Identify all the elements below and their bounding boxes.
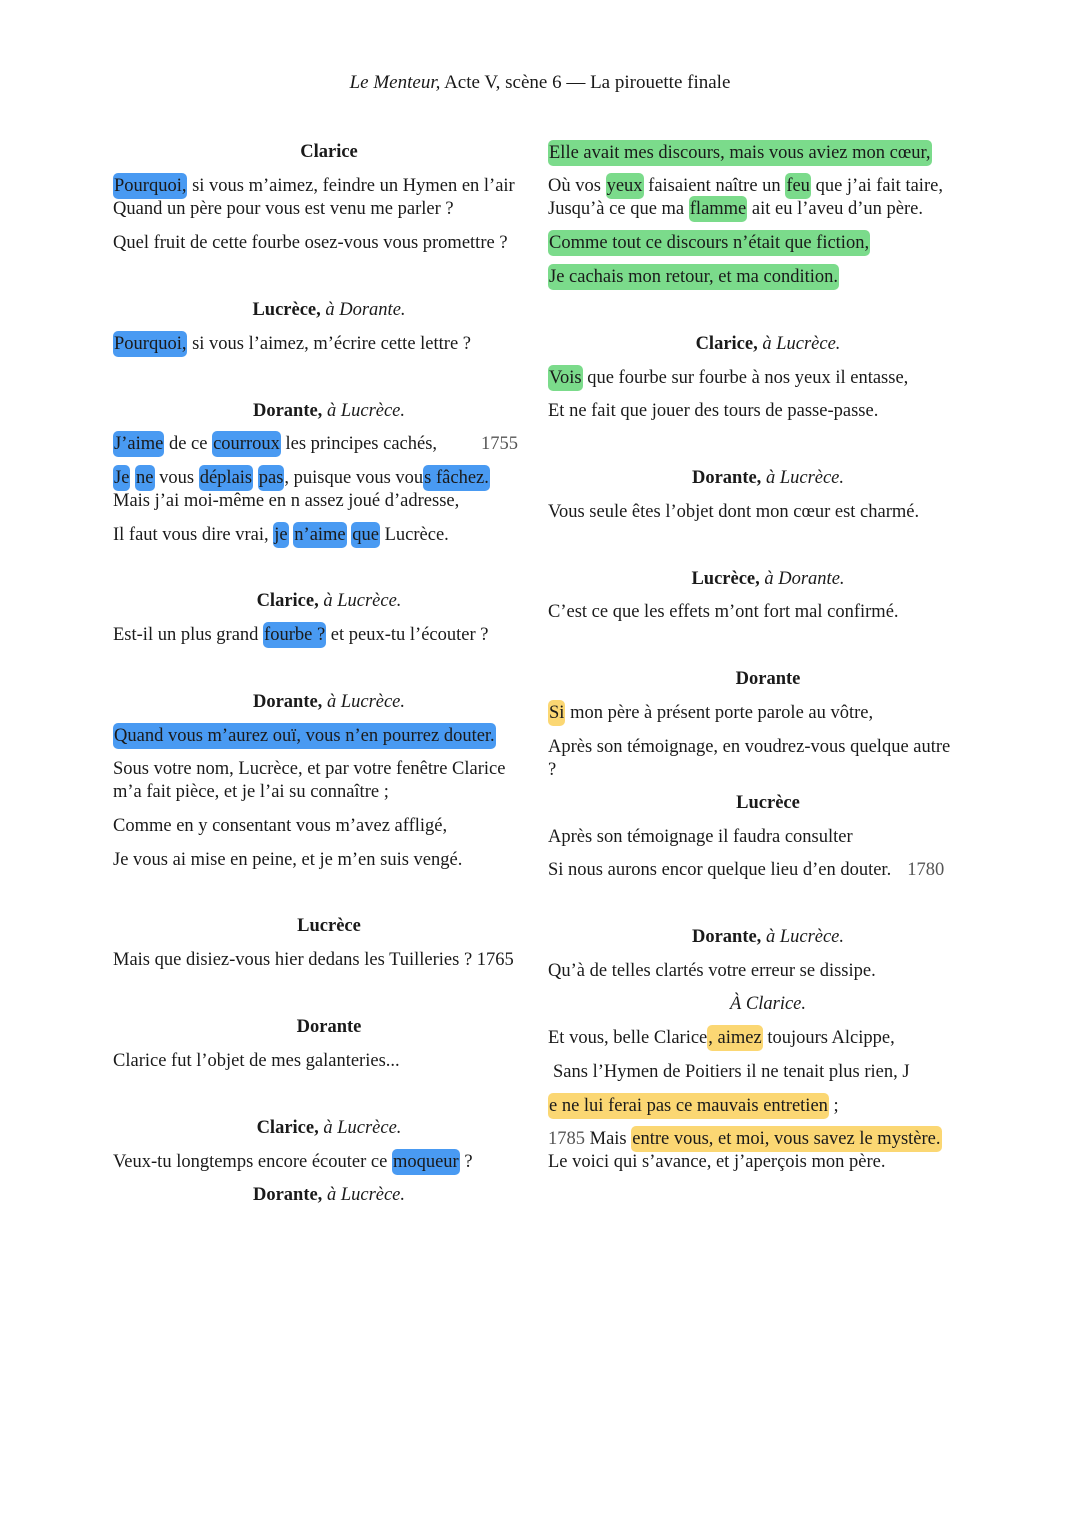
page-title [0,72,1080,94]
verse-line: Vois que fourbe sur fourbe à nos yeux il entasse, [548,366,908,390]
speaker-heading: Clarice, à Lucrèce. [256,591,402,611]
speaker-heading: Clarice, à Lucrèce. [256,1118,402,1138]
verse-line: Et ne fait que jouer des tours de passe-passe. [548,401,879,421]
verse-line: Vous seule êtes l’objet dont mon cœur est charmé. [548,502,920,522]
verse-line: Elle avait mes discours, mais vous aviez mon cœur, [548,141,932,165]
speaker-heading: Dorante [735,669,801,689]
scene-title: Acte V, scène 6 — La pirouette finale [444,72,731,93]
verse-line: Comme en y consentant vous m’avez affligé, [113,816,448,836]
verse-line: Jusqu’à ce que ma flamme ait eu l’aveu d’un père. [548,197,923,221]
verse-line: Je ne vous déplais pas, puisque vous vous fâchez. [113,466,490,490]
verse-line: Si mon père à présent porte parole au vôtre, [548,701,873,725]
speaker-heading: Dorante, à Lucrèce. [691,927,845,947]
verse-line: Et vous, belle Clarice, aimez toujours Alcippe, [548,1026,895,1050]
speaker-heading: Dorante, à Lucrèce. [252,692,406,712]
verse-line: Quand vous m’aurez ouï, vous n’en pourrez douter. [113,724,496,748]
speaker-heading: Dorante, à Lucrèce. [691,468,845,488]
stage-direction: À Clarice. [729,994,807,1014]
speaker-heading: Lucrèce, à Dorante. [252,300,406,320]
speaker-heading: Clarice, à Lucrèce. [695,334,841,354]
verse-line: Il faut vous dire vrai, je n’aime que Lucrèce. [113,523,449,547]
verse-line: Qu’à de telles clartés votre erreur se dissipe. [548,961,876,981]
verse-line: Sous votre nom, Lucrèce, et par votre fenêtre Clarice [113,759,506,779]
verse-line: Quand un père pour vous est venu me parler ? [113,199,454,219]
verse-line: Sans l’Hymen de Poitiers il ne tenait plus rien, J [553,1062,910,1082]
verse-line: Pourquoi, si vous l’aimez, m’écrire cette lettre ? [113,332,471,356]
verse-line: Veux-tu longtemps encore écouter ce moqueur ? [113,1150,473,1174]
verse-line: Pourquoi, si vous m’aimez, feindre un Hymen en l’air [113,174,515,198]
speaker-heading: Lucrèce, à Dorante. [691,569,845,589]
speaker-heading: Dorante, à Lucrèce. [252,1185,406,1205]
verse-line: Clarice fut l’objet de mes galanteries... [113,1051,400,1071]
verse-line: Quel fruit de cette fourbe osez-vous vous promettre ? [113,233,508,253]
verse-line: Si nous aurons encor quelque lieu d’en douter. 1780 [548,860,945,880]
work-title: Le Menteur, [349,72,441,93]
verse-line: m’a fait pièce, et je l’ai su connaître ; [113,782,389,802]
verse-line: Mais j’ai moi-même en n assez joué d’adresse, [113,491,460,511]
verse-line: Comme tout ce discours n’était que fiction, [548,231,870,255]
verse-line: J’aime de ce courroux les principes cachés, 1755 [113,432,518,456]
verse-line: e ne lui ferai pas ce mauvais entretien ; [548,1094,839,1118]
verse-line: Je vous ai mise en peine, et je m’en suis vengé. [113,850,463,870]
speaker-heading: Dorante [296,1017,362,1037]
speaker-heading: Clarice [300,142,358,162]
speaker-heading: Dorante, à Lucrèce. [252,401,406,421]
verse-line: Le voici qui s’avance, et j’aperçois mon père. [548,1152,886,1172]
speaker-heading: Lucrèce [736,793,800,813]
verse-line: Après son témoignage, en voudrez-vous quelque autre [548,737,951,757]
verse-line: Après son témoignage il faudra consulter [548,827,853,847]
verse-line: ? [548,760,557,780]
speaker-heading: Lucrèce [297,916,361,936]
verse-line: Est-il un plus grand fourbe ? et peux-tu l’écouter ? [113,623,488,647]
verse-line: Où vos yeux faisaient naître un feu que j’ai fait taire, [548,174,943,198]
verse-line: Mais que disiez-vous hier dedans les Tuilleries ? 1765 [113,950,514,970]
verse-line: C’est ce que les effets m’ont fort mal confirmé. [548,602,899,622]
verse-line: Je cachais mon retour, et ma condition. [548,265,839,289]
verse-line: 1785 Mais entre vous, et moi, vous savez le mystère. [548,1127,942,1151]
